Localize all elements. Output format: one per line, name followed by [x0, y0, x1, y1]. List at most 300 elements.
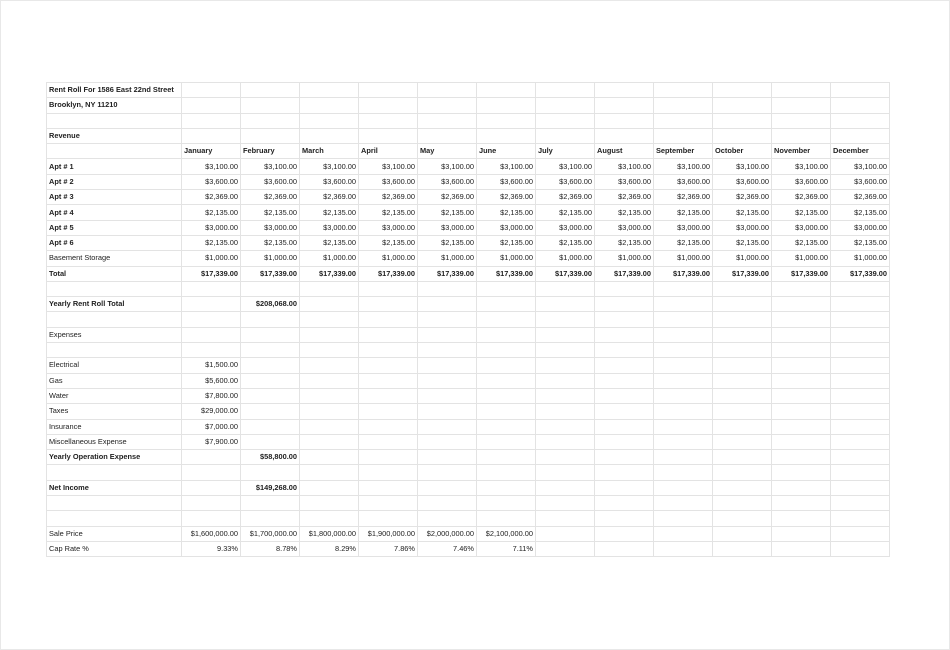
empty-cell[interactable] — [654, 343, 713, 358]
empty-cell[interactable] — [418, 419, 477, 434]
total-cell[interactable]: $17,339.00 — [477, 266, 536, 281]
empty-cell[interactable] — [477, 327, 536, 342]
empty-cell[interactable] — [418, 312, 477, 327]
rent-cell[interactable]: $3,100.00 — [595, 159, 654, 174]
empty-cell[interactable] — [713, 98, 772, 113]
rent-cell[interactable]: $1,000.00 — [418, 251, 477, 266]
empty-cell[interactable] — [772, 358, 831, 373]
empty-cell[interactable] — [418, 404, 477, 419]
empty-cell[interactable] — [477, 434, 536, 449]
empty-cell[interactable] — [713, 434, 772, 449]
empty-cell[interactable] — [418, 373, 477, 388]
rent-cell[interactable]: $2,135.00 — [182, 235, 241, 250]
rent-cell[interactable]: $2,135.00 — [536, 235, 595, 250]
empty-cell[interactable] — [772, 343, 831, 358]
rent-cell[interactable]: $2,369.00 — [241, 190, 300, 205]
empty-cell[interactable] — [477, 343, 536, 358]
empty-cell[interactable] — [300, 358, 359, 373]
month-header[interactable]: November — [772, 144, 831, 159]
empty-cell[interactable] — [241, 434, 300, 449]
empty-cell[interactable] — [654, 419, 713, 434]
empty-cell[interactable] — [300, 465, 359, 480]
empty-cell[interactable] — [300, 480, 359, 495]
rent-cell[interactable]: $3,600.00 — [241, 174, 300, 189]
empty-cell[interactable] — [654, 434, 713, 449]
empty-cell[interactable] — [182, 450, 241, 465]
empty-cell[interactable] — [654, 450, 713, 465]
total-cell[interactable]: $17,339.00 — [595, 266, 654, 281]
rent-cell[interactable]: $3,100.00 — [241, 159, 300, 174]
empty-cell[interactable] — [47, 465, 182, 480]
empty-cell[interactable] — [241, 113, 300, 128]
empty-cell[interactable] — [772, 496, 831, 511]
empty-cell[interactable] — [772, 98, 831, 113]
cap-rate-cell[interactable]: 8.29% — [300, 541, 359, 556]
sale-price-cell[interactable]: $1,800,000.00 — [300, 526, 359, 541]
empty-cell[interactable] — [241, 128, 300, 143]
net-income-value[interactable]: $149,268.00 — [241, 480, 300, 495]
empty-cell[interactable] — [654, 312, 713, 327]
rent-cell[interactable]: $3,100.00 — [300, 159, 359, 174]
empty-cell[interactable] — [182, 480, 241, 495]
month-header[interactable]: May — [418, 144, 477, 159]
empty-cell[interactable] — [831, 343, 890, 358]
empty-cell[interactable] — [359, 404, 418, 419]
empty-cell[interactable] — [300, 388, 359, 403]
total-cell[interactable]: $17,339.00 — [241, 266, 300, 281]
rent-cell[interactable]: $3,000.00 — [831, 220, 890, 235]
empty-cell[interactable] — [772, 511, 831, 526]
empty-cell[interactable] — [595, 419, 654, 434]
empty-cell[interactable] — [536, 128, 595, 143]
empty-cell[interactable] — [536, 281, 595, 296]
empty-cell[interactable] — [182, 297, 241, 312]
empty-cell[interactable] — [241, 327, 300, 342]
rent-cell[interactable]: $3,100.00 — [713, 159, 772, 174]
sale-price-cell[interactable]: $2,000,000.00 — [418, 526, 477, 541]
empty-cell[interactable] — [772, 128, 831, 143]
empty-cell[interactable] — [595, 281, 654, 296]
empty-cell[interactable] — [654, 388, 713, 403]
empty-cell[interactable] — [831, 465, 890, 480]
empty-cell[interactable] — [182, 343, 241, 358]
empty-cell[interactable] — [772, 297, 831, 312]
empty-cell[interactable] — [359, 480, 418, 495]
total-cell[interactable]: $17,339.00 — [536, 266, 595, 281]
empty-cell[interactable] — [477, 511, 536, 526]
empty-cell[interactable] — [300, 434, 359, 449]
empty-cell[interactable] — [654, 281, 713, 296]
rent-cell[interactable]: $3,100.00 — [536, 159, 595, 174]
empty-cell[interactable] — [654, 404, 713, 419]
empty-cell[interactable] — [595, 541, 654, 556]
empty-cell[interactable] — [359, 511, 418, 526]
rent-cell[interactable]: $1,000.00 — [772, 251, 831, 266]
empty-cell[interactable] — [772, 281, 831, 296]
month-header[interactable]: February — [241, 144, 300, 159]
total-cell[interactable]: $17,339.00 — [359, 266, 418, 281]
empty-cell[interactable] — [418, 297, 477, 312]
empty-cell[interactable] — [713, 480, 772, 495]
expense-value[interactable]: $29,000.00 — [182, 404, 241, 419]
empty-cell[interactable] — [359, 358, 418, 373]
expense-value[interactable]: $1,500.00 — [182, 358, 241, 373]
empty-cell[interactable] — [536, 373, 595, 388]
empty-cell[interactable] — [182, 327, 241, 342]
sale-price-cell[interactable]: $1,900,000.00 — [359, 526, 418, 541]
empty-cell[interactable] — [654, 98, 713, 113]
month-header[interactable]: December — [831, 144, 890, 159]
empty-cell[interactable] — [831, 526, 890, 541]
rent-cell[interactable]: $3,000.00 — [536, 220, 595, 235]
rent-cell[interactable]: $3,100.00 — [772, 159, 831, 174]
empty-cell[interactable] — [300, 419, 359, 434]
total-cell[interactable]: $17,339.00 — [831, 266, 890, 281]
empty-cell[interactable] — [477, 312, 536, 327]
rent-cell[interactable]: $1,000.00 — [536, 251, 595, 266]
empty-cell[interactable] — [713, 83, 772, 98]
empty-cell[interactable] — [300, 496, 359, 511]
net-income-label[interactable]: Net Income — [47, 480, 182, 495]
empty-cell[interactable] — [418, 450, 477, 465]
rent-cell[interactable]: $2,135.00 — [418, 205, 477, 220]
empty-cell[interactable] — [47, 511, 182, 526]
rent-cell[interactable]: $2,135.00 — [241, 235, 300, 250]
empty-cell[interactable] — [713, 450, 772, 465]
total-cell[interactable]: $17,339.00 — [713, 266, 772, 281]
rent-cell[interactable]: $3,000.00 — [772, 220, 831, 235]
rent-cell[interactable]: $3,000.00 — [477, 220, 536, 235]
empty-cell[interactable] — [713, 404, 772, 419]
unit-label[interactable]: Apt # 2 — [47, 174, 182, 189]
empty-cell[interactable] — [654, 113, 713, 128]
expense-value[interactable]: $7,800.00 — [182, 388, 241, 403]
empty-cell[interactable] — [772, 113, 831, 128]
empty-cell[interactable] — [595, 83, 654, 98]
empty-cell[interactable] — [477, 496, 536, 511]
rent-cell[interactable]: $3,100.00 — [182, 159, 241, 174]
empty-cell[interactable] — [536, 541, 595, 556]
empty-cell[interactable] — [241, 419, 300, 434]
rent-cell[interactable]: $3,600.00 — [300, 174, 359, 189]
empty-cell[interactable] — [536, 419, 595, 434]
rent-cell[interactable]: $2,135.00 — [300, 235, 359, 250]
yearly-operation-expense-label[interactable]: Yearly Operation Expense — [47, 450, 182, 465]
empty-cell[interactable] — [654, 327, 713, 342]
empty-cell[interactable] — [595, 128, 654, 143]
rent-cell[interactable]: $1,000.00 — [713, 251, 772, 266]
empty-cell[interactable] — [477, 373, 536, 388]
rent-cell[interactable]: $2,135.00 — [477, 205, 536, 220]
empty-cell[interactable] — [595, 496, 654, 511]
empty-cell[interactable] — [595, 98, 654, 113]
empty-cell[interactable] — [536, 297, 595, 312]
empty-cell[interactable] — [654, 358, 713, 373]
rent-cell[interactable]: $2,135.00 — [300, 205, 359, 220]
rent-cell[interactable]: $3,600.00 — [418, 174, 477, 189]
empty-cell[interactable] — [831, 404, 890, 419]
empty-cell[interactable] — [654, 526, 713, 541]
empty-cell[interactable] — [241, 358, 300, 373]
empty-cell[interactable] — [359, 281, 418, 296]
rent-cell[interactable]: $2,135.00 — [182, 205, 241, 220]
empty-cell[interactable] — [536, 388, 595, 403]
rent-cell[interactable]: $2,135.00 — [241, 205, 300, 220]
expense-label[interactable]: Electrical — [47, 358, 182, 373]
empty-cell[interactable] — [772, 312, 831, 327]
total-label[interactable]: Total — [47, 266, 182, 281]
empty-cell[interactable] — [536, 496, 595, 511]
empty-cell[interactable] — [300, 297, 359, 312]
rent-cell[interactable]: $3,000.00 — [418, 220, 477, 235]
rent-cell[interactable]: $3,100.00 — [831, 159, 890, 174]
rent-cell[interactable]: $3,600.00 — [831, 174, 890, 189]
empty-cell[interactable] — [47, 281, 182, 296]
empty-cell[interactable] — [418, 128, 477, 143]
empty-cell[interactable] — [831, 297, 890, 312]
empty-cell[interactable] — [477, 113, 536, 128]
empty-cell[interactable] — [536, 312, 595, 327]
empty-cell[interactable] — [300, 450, 359, 465]
rent-cell[interactable]: $3,100.00 — [359, 159, 418, 174]
empty-cell[interactable] — [47, 113, 182, 128]
empty-cell[interactable] — [772, 434, 831, 449]
empty-cell[interactable] — [772, 465, 831, 480]
rent-cell[interactable]: $3,000.00 — [241, 220, 300, 235]
rent-cell[interactable]: $3,000.00 — [595, 220, 654, 235]
empty-cell[interactable] — [418, 358, 477, 373]
empty-cell[interactable] — [713, 388, 772, 403]
empty-cell[interactable] — [477, 297, 536, 312]
empty-cell[interactable] — [536, 83, 595, 98]
empty-cell[interactable] — [418, 434, 477, 449]
empty-cell[interactable] — [241, 496, 300, 511]
sale-price-label[interactable]: Sale Price — [47, 526, 182, 541]
empty-cell[interactable] — [241, 83, 300, 98]
empty-cell[interactable] — [713, 358, 772, 373]
rent-cell[interactable]: $2,135.00 — [536, 205, 595, 220]
rent-cell[interactable]: $3,000.00 — [182, 220, 241, 235]
empty-cell[interactable] — [300, 373, 359, 388]
rent-cell[interactable]: $2,369.00 — [477, 190, 536, 205]
empty-cell[interactable] — [595, 343, 654, 358]
empty-cell[interactable] — [595, 358, 654, 373]
sheet-address[interactable]: Brooklyn, NY 11210 — [47, 98, 182, 113]
month-header[interactable]: October — [713, 144, 772, 159]
empty-cell[interactable] — [713, 343, 772, 358]
empty-cell[interactable] — [300, 281, 359, 296]
empty-cell[interactable] — [359, 327, 418, 342]
empty-cell[interactable] — [300, 113, 359, 128]
empty-cell[interactable] — [772, 404, 831, 419]
empty-cell[interactable] — [536, 343, 595, 358]
cap-rate-cell[interactable]: 7.46% — [418, 541, 477, 556]
empty-cell[interactable] — [595, 373, 654, 388]
empty-cell[interactable] — [595, 327, 654, 342]
empty-cell[interactable] — [713, 419, 772, 434]
rent-cell[interactable]: $2,135.00 — [654, 205, 713, 220]
empty-cell[interactable] — [713, 465, 772, 480]
empty-cell[interactable] — [359, 373, 418, 388]
cap-rate-cell[interactable]: 7.11% — [477, 541, 536, 556]
empty-cell[interactable] — [831, 496, 890, 511]
cap-rate-cell[interactable]: 7.86% — [359, 541, 418, 556]
rent-cell[interactable]: $2,369.00 — [772, 190, 831, 205]
empty-cell[interactable] — [418, 83, 477, 98]
empty-cell[interactable] — [654, 496, 713, 511]
rent-cell[interactable]: $2,369.00 — [654, 190, 713, 205]
empty-cell[interactable] — [772, 450, 831, 465]
expenses-label[interactable]: Expenses — [47, 327, 182, 342]
empty-cell[interactable] — [831, 358, 890, 373]
rent-cell[interactable]: $2,135.00 — [772, 235, 831, 250]
empty-cell[interactable] — [182, 113, 241, 128]
empty-cell[interactable] — [182, 83, 241, 98]
rent-cell[interactable]: $2,135.00 — [595, 235, 654, 250]
empty-cell[interactable] — [536, 98, 595, 113]
sheet-title[interactable]: Rent Roll For 1586 East 22nd Street — [47, 83, 182, 98]
rent-cell[interactable]: $2,369.00 — [418, 190, 477, 205]
empty-cell[interactable] — [713, 373, 772, 388]
expense-label[interactable]: Insurance — [47, 419, 182, 434]
empty-cell[interactable] — [536, 327, 595, 342]
cap-rate-cell[interactable]: 9.33% — [182, 541, 241, 556]
total-cell[interactable]: $17,339.00 — [418, 266, 477, 281]
empty-cell[interactable] — [595, 511, 654, 526]
empty-cell[interactable] — [477, 480, 536, 495]
month-header[interactable]: September — [654, 144, 713, 159]
empty-cell[interactable] — [241, 404, 300, 419]
empty-cell[interactable] — [477, 465, 536, 480]
empty-cell[interactable] — [831, 450, 890, 465]
empty-cell[interactable] — [477, 388, 536, 403]
empty-cell[interactable] — [831, 511, 890, 526]
total-cell[interactable]: $17,339.00 — [772, 266, 831, 281]
empty-cell[interactable] — [595, 480, 654, 495]
total-cell[interactable]: $17,339.00 — [182, 266, 241, 281]
empty-cell[interactable] — [241, 98, 300, 113]
empty-cell[interactable] — [654, 480, 713, 495]
empty-cell[interactable] — [831, 281, 890, 296]
cap-rate-label[interactable]: Cap Rate % — [47, 541, 182, 556]
empty-cell[interactable] — [418, 465, 477, 480]
yearly-rent-roll-label[interactable]: Yearly Rent Roll Total — [47, 297, 182, 312]
rent-cell[interactable]: $3,000.00 — [713, 220, 772, 235]
rent-cell[interactable]: $3,600.00 — [772, 174, 831, 189]
total-cell[interactable]: $17,339.00 — [654, 266, 713, 281]
empty-cell[interactable] — [831, 480, 890, 495]
empty-cell[interactable] — [595, 404, 654, 419]
empty-cell[interactable] — [241, 465, 300, 480]
empty-cell[interactable] — [536, 434, 595, 449]
cap-rate-cell[interactable]: 8.78% — [241, 541, 300, 556]
empty-cell[interactable] — [831, 113, 890, 128]
rent-cell[interactable]: $2,135.00 — [477, 235, 536, 250]
empty-cell[interactable] — [772, 327, 831, 342]
rent-cell[interactable]: $3,600.00 — [536, 174, 595, 189]
empty-cell[interactable] — [772, 526, 831, 541]
empty-cell[interactable] — [418, 113, 477, 128]
empty-cell[interactable] — [595, 388, 654, 403]
sale-price-cell[interactable]: $2,100,000.00 — [477, 526, 536, 541]
empty-cell[interactable] — [713, 541, 772, 556]
empty-cell[interactable] — [359, 343, 418, 358]
rent-cell[interactable]: $1,000.00 — [182, 251, 241, 266]
rent-cell[interactable]: $3,600.00 — [477, 174, 536, 189]
empty-cell[interactable] — [359, 83, 418, 98]
empty-cell[interactable] — [300, 98, 359, 113]
empty-cell[interactable] — [300, 327, 359, 342]
empty-cell[interactable] — [595, 113, 654, 128]
empty-cell[interactable] — [536, 404, 595, 419]
empty-cell[interactable] — [713, 113, 772, 128]
empty-cell[interactable] — [595, 450, 654, 465]
empty-cell[interactable] — [418, 98, 477, 113]
empty-cell[interactable] — [300, 312, 359, 327]
empty-cell[interactable] — [477, 404, 536, 419]
rent-cell[interactable]: $3,100.00 — [418, 159, 477, 174]
empty-cell[interactable] — [595, 526, 654, 541]
expense-label[interactable]: Taxes — [47, 404, 182, 419]
empty-cell[interactable] — [831, 312, 890, 327]
unit-label[interactable]: Apt # 4 — [47, 205, 182, 220]
empty-cell[interactable] — [772, 83, 831, 98]
expense-value[interactable]: $5,600.00 — [182, 373, 241, 388]
expense-label[interactable]: Water — [47, 388, 182, 403]
empty-cell[interactable] — [241, 388, 300, 403]
rent-cell[interactable]: $1,000.00 — [359, 251, 418, 266]
empty-cell[interactable] — [713, 297, 772, 312]
empty-cell[interactable] — [418, 281, 477, 296]
empty-cell[interactable] — [300, 511, 359, 526]
rent-cell[interactable]: $3,000.00 — [654, 220, 713, 235]
rent-cell[interactable]: $1,000.00 — [654, 251, 713, 266]
empty-cell[interactable] — [654, 373, 713, 388]
empty-cell[interactable] — [713, 496, 772, 511]
rent-cell[interactable]: $3,600.00 — [182, 174, 241, 189]
empty-cell[interactable] — [713, 128, 772, 143]
empty-cell[interactable] — [654, 541, 713, 556]
rent-cell[interactable]: $2,135.00 — [772, 205, 831, 220]
month-header[interactable]: March — [300, 144, 359, 159]
empty-cell[interactable] — [359, 297, 418, 312]
empty-cell[interactable] — [418, 327, 477, 342]
empty-cell[interactable] — [654, 511, 713, 526]
rent-cell[interactable]: $1,000.00 — [595, 251, 654, 266]
rent-cell[interactable]: $2,135.00 — [713, 235, 772, 250]
empty-cell[interactable] — [713, 526, 772, 541]
empty-cell[interactable] — [536, 526, 595, 541]
empty-cell[interactable] — [654, 465, 713, 480]
empty-cell[interactable] — [477, 98, 536, 113]
empty-cell[interactable] — [359, 465, 418, 480]
empty-cell[interactable] — [536, 358, 595, 373]
empty-cell[interactable] — [359, 98, 418, 113]
rent-cell[interactable]: $2,135.00 — [831, 205, 890, 220]
expense-value[interactable]: $7,900.00 — [182, 434, 241, 449]
empty-cell[interactable] — [359, 128, 418, 143]
empty-cell[interactable] — [772, 388, 831, 403]
empty-cell[interactable] — [831, 388, 890, 403]
unit-label[interactable]: Apt # 5 — [47, 220, 182, 235]
empty-cell[interactable] — [47, 343, 182, 358]
empty-cell[interactable] — [359, 434, 418, 449]
empty-cell[interactable] — [241, 373, 300, 388]
empty-cell[interactable] — [182, 312, 241, 327]
empty-cell[interactable] — [772, 541, 831, 556]
empty-cell[interactable] — [654, 128, 713, 143]
month-header[interactable]: August — [595, 144, 654, 159]
